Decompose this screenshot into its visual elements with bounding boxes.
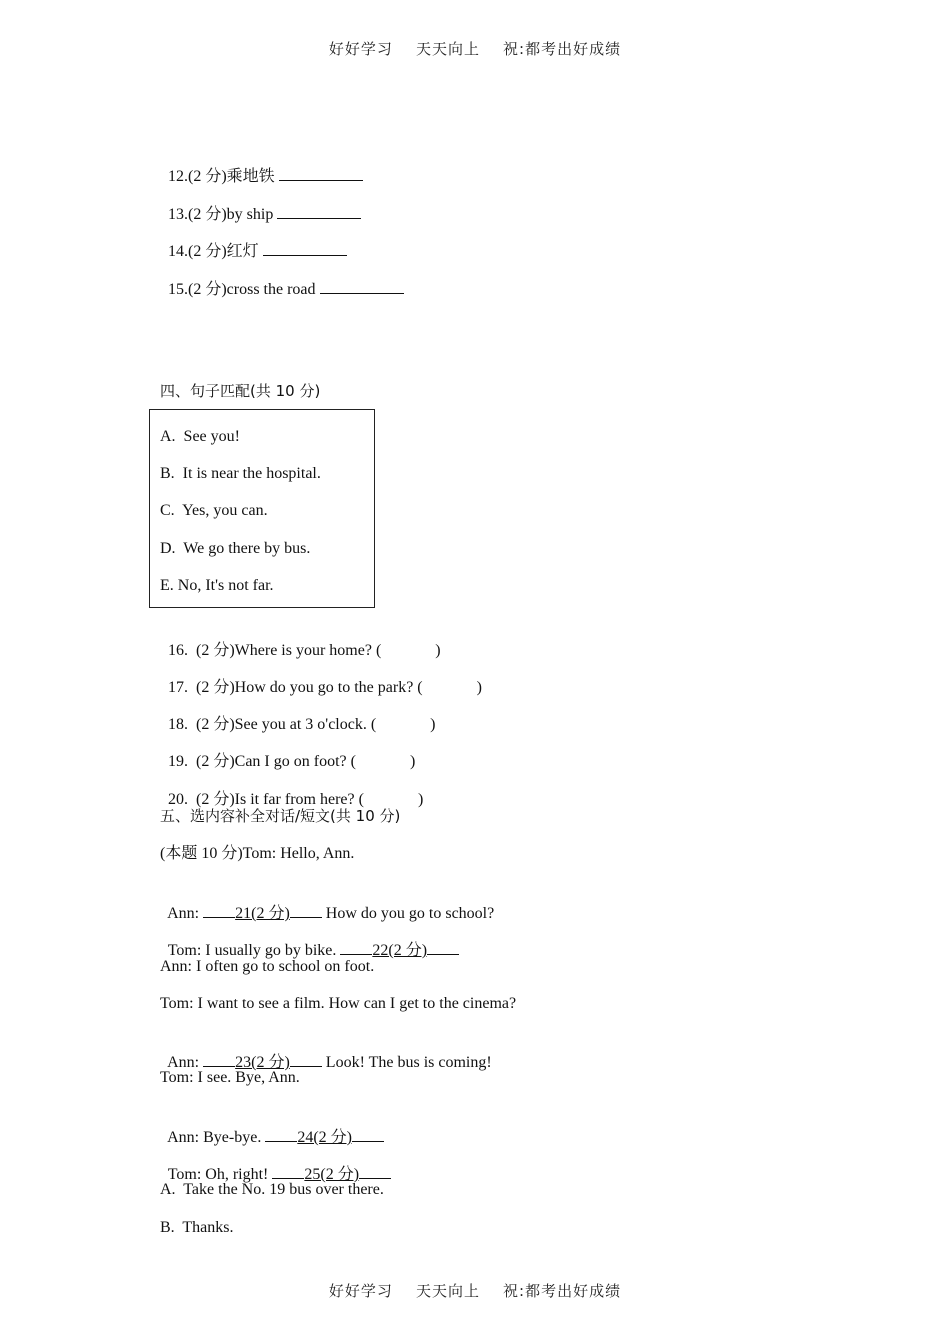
dialogue-line: Ann: I often go to school on foot. xyxy=(160,958,375,975)
option-e: E. No, It's not far. xyxy=(160,577,274,594)
question-close: ) xyxy=(476,679,482,696)
dialogue-text: Tom: I usually go by bike. xyxy=(167,942,341,959)
answer-blank[interactable] xyxy=(277,203,361,219)
dialogue-line: Tom: I want to see a film. How can I get to the cinema? xyxy=(160,995,517,1012)
question-close: ) xyxy=(435,642,441,659)
answer-blank-21[interactable]: 21(2 分) xyxy=(235,905,290,922)
question-number: 15. xyxy=(168,281,188,298)
section-title: 五、选内容补全对话/短文(共 10 分) xyxy=(160,807,401,825)
blank-gap xyxy=(272,1163,304,1179)
option-d: D. We go there by bus. xyxy=(160,540,311,557)
question-text: 19. (2 分)Can I go on foot? ( xyxy=(168,753,356,770)
question-18 xyxy=(160,695,436,735)
option-c: C. Yes, you can. xyxy=(160,502,268,519)
choice-a: A. Take the No. 19 bus over there. xyxy=(160,1181,384,1198)
answer-blank-22[interactable]: 22(2 分) xyxy=(372,942,428,959)
question-text: cross the road xyxy=(226,281,316,298)
question-text: 20. (2 分)Is it far from here? ( xyxy=(168,791,364,808)
blank-gap xyxy=(290,902,322,918)
question-number: 12. xyxy=(168,168,188,185)
question-close: ) xyxy=(417,791,424,808)
question-score: (2 分) xyxy=(188,206,227,223)
dialogue-line-24 xyxy=(160,1106,384,1148)
dialogue-line-25 xyxy=(160,1143,391,1185)
question-close: ) xyxy=(409,753,416,770)
dialogue-text: Tom: Oh, right! xyxy=(167,1166,273,1183)
question-12 xyxy=(160,145,363,187)
blank-gap xyxy=(290,1051,322,1067)
dialogue-line-23 xyxy=(160,1031,492,1073)
blank-gap xyxy=(203,1051,235,1067)
question-19 xyxy=(160,732,415,772)
blank-gap xyxy=(265,1126,297,1142)
question-14 xyxy=(160,220,347,262)
dialogue-line-21 xyxy=(160,882,494,924)
question-text: 红灯 xyxy=(226,243,259,260)
blank-gap xyxy=(340,939,372,955)
question-16 xyxy=(160,621,441,661)
choice-b: B. Thanks. xyxy=(160,1219,234,1236)
question-text: 17. (2 分)How do you go to the park? ( xyxy=(168,679,423,696)
question-close: ) xyxy=(430,716,436,733)
page-header: 好好学习 天天向上 祝:都考出好成绩 xyxy=(328,40,622,58)
section-title: 四、句子匹配(共 10 分) xyxy=(160,382,321,400)
answer-blank-25[interactable]: 25(2 分) xyxy=(304,1166,360,1183)
answer-blank[interactable] xyxy=(263,240,347,256)
blank-gap xyxy=(427,939,459,955)
page-footer: 好好学习 天天向上 祝:都考出好成绩 xyxy=(328,1282,622,1300)
blank-gap xyxy=(352,1126,384,1142)
blank-gap xyxy=(359,1163,391,1179)
dialogue-line: Tom: I see. Bye, Ann. xyxy=(160,1069,300,1086)
question-score: (2 分) xyxy=(188,281,227,298)
dialogue-text: Ann: Bye-bye. xyxy=(167,1129,266,1146)
question-text: 16. (2 分)Where is your home? ( xyxy=(168,642,382,659)
question-number: 14. xyxy=(168,243,188,260)
blank-gap xyxy=(203,902,235,918)
question-17 xyxy=(160,658,482,698)
question-text: 18. (2 分)See you at 3 o'clock. ( xyxy=(168,716,377,733)
answer-blank[interactable] xyxy=(320,278,404,294)
dialogue-intro: (本题 10 分)Tom: Hello, Ann. xyxy=(160,845,355,862)
question-20 xyxy=(160,770,423,810)
dialogue-text: Ann: xyxy=(167,1054,204,1071)
option-b: B. It is near the hospital. xyxy=(160,465,321,482)
question-number: 13. xyxy=(168,206,188,223)
option-a: A. See you! xyxy=(160,428,240,445)
answer-blank[interactable] xyxy=(279,165,363,181)
dialogue-line-22 xyxy=(160,919,459,961)
answer-blank-24[interactable]: 24(2 分) xyxy=(297,1129,352,1146)
question-13 xyxy=(160,183,361,225)
dialogue-text: Ann: xyxy=(167,905,204,922)
dialogue-text: How do you go to school? xyxy=(321,905,495,922)
question-score: (2 分) xyxy=(188,168,227,185)
answer-blank-23[interactable]: 23(2 分) xyxy=(235,1054,290,1071)
question-score: (2 分) xyxy=(188,243,227,260)
question-text: by ship xyxy=(226,206,274,223)
question-15 xyxy=(160,258,404,300)
dialogue-text: Look! The bus is coming! xyxy=(321,1054,492,1071)
question-text: 乘地铁 xyxy=(226,168,275,185)
